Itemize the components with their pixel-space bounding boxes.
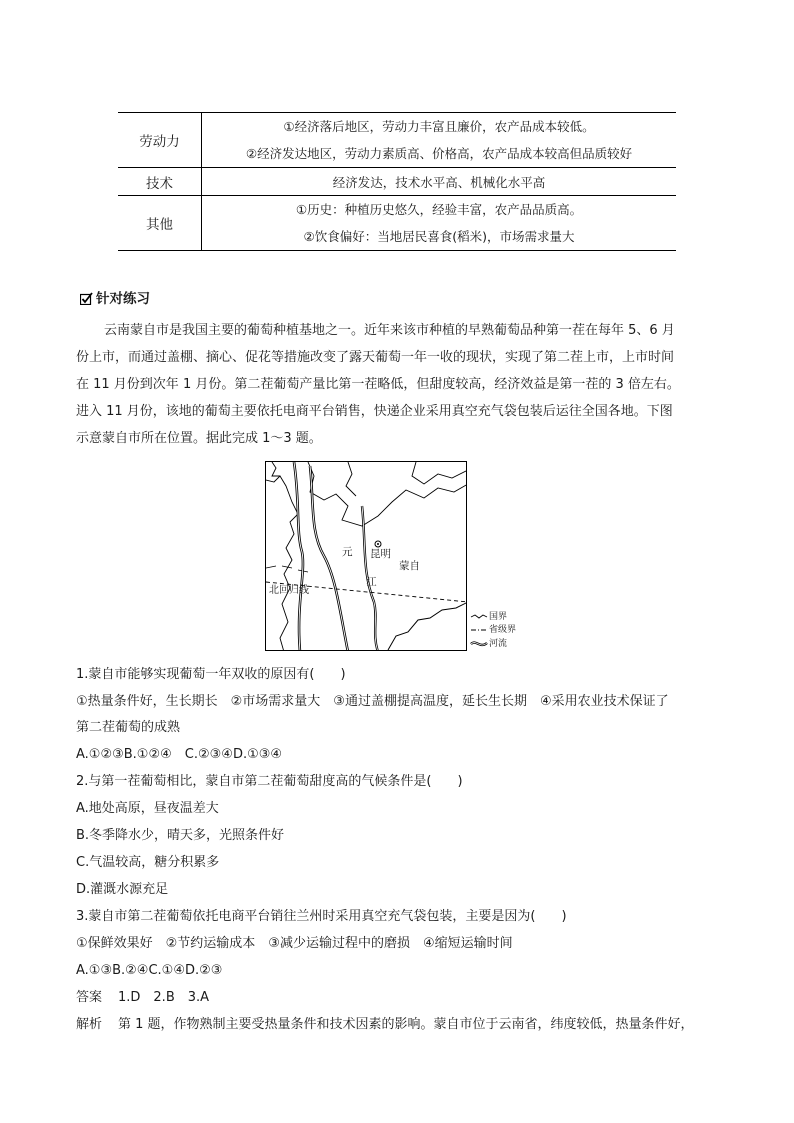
question-1-options: ①热量条件好，生长期长 ②市场需求量大 ③通过盖棚提高温度，延长生长期 ④采用农业技术保证了	[76, 694, 669, 709]
passage-line-2: 份上市，而通过盖棚、摘心、促花等措施改变了露天葡萄一年一收的现状，实现了第二茬上市，上市时间	[76, 350, 675, 365]
answer-text: 1.D 2.B 3.A	[118, 990, 210, 1005]
row-value-other	[202, 196, 677, 251]
row-value-labor	[202, 113, 677, 168]
passage-line-3: 在 11 月份到次年 1 月份。第二茬葡萄产量比第一茬略低，但甜度较高，经济效益是第一茬的 3 倍左右。	[76, 377, 680, 392]
legend-symbols	[470, 611, 490, 656]
map-drawing	[266, 462, 467, 651]
mengzi-label: 蒙自	[399, 560, 420, 572]
question-1-choices: A.①②③B.①②④ C.②③④D.①③④	[76, 747, 283, 762]
answer-label: 答案	[76, 990, 103, 1005]
question-2-choice-c: C.气温较高，糖分积累多	[76, 855, 220, 870]
jiang-label: 江	[366, 576, 377, 588]
question-3: 3.蒙自市第二茬葡萄依托电商平台销往兰州时采用真空充气袋包装，主要是因为( )	[76, 909, 567, 924]
other-line-1: ①历史：种植历史悠久，经验丰富，农产品品质高。	[295, 202, 583, 217]
question-2-choice-d: D.灌溉水源充足	[76, 882, 169, 897]
section-title: 针对练习	[96, 291, 150, 307]
factors-table	[118, 112, 676, 251]
question-3-choices: A.①③B.②④C.①④D.②③	[76, 963, 223, 978]
checkbox-icon	[80, 292, 93, 305]
kunming-label: 昆明	[370, 548, 391, 560]
row-label-labor: 劳动力	[118, 113, 202, 168]
other-line-2: ②饮食偏好：当地居民喜食(稻米)，市场需求量大	[303, 229, 575, 244]
row-label-tech: 技术	[118, 168, 202, 196]
question-2-choice-a: A.地处高原，昼夜温差大	[76, 801, 219, 816]
tropic-label: 北回归线	[269, 585, 309, 596]
question-3-options: ①保鲜效果好 ②节约运输成本 ③减少运输过程中的磨损 ④缩短运输时间	[76, 936, 513, 951]
passage-line-1: 云南蒙自市是我国主要的葡萄种植基地之一。近年来该市种植的早熟葡萄品种第一茬在每年 5、6 月	[104, 323, 675, 338]
row-value-tech: 经济发达，技术水平高、机械化水平高	[202, 168, 677, 196]
location-map	[265, 461, 467, 651]
legend-river: 河流	[489, 639, 508, 649]
map-legend	[470, 611, 560, 656]
analysis-label: 解析	[76, 1017, 103, 1032]
passage-line-4: 进入 11 月份，该地的葡萄主要依托电商平台销售，快递企业采用真空充气袋包装后运往全国各地。下图	[76, 404, 673, 419]
question-2-choice-b: B.冬季降水少，晴天多，光照条件好	[76, 828, 285, 843]
legend-provincial-border: 省级界	[489, 625, 517, 635]
legend-national-border: 国界	[489, 612, 508, 622]
labor-line-1: ①经济落后地区，劳动力丰富且廉价，农产品成本较低。	[283, 119, 595, 134]
analysis-text: 第 1 题，作物熟制主要受热量条件和技术因素的影响。蒙自市位于云南省，纬度较低，热量条件好，	[118, 1017, 694, 1032]
passage-line-5: 示意蒙自市所在位置。据此完成 1～3 题。	[76, 431, 322, 446]
question-1-options-cont: 第二茬葡萄的成熟	[76, 720, 181, 735]
question-2: 2.与第一茬葡萄相比，蒙自市第二茬葡萄甜度高的气候条件是( )	[76, 774, 463, 789]
labor-line-2: ②经济发达地区，劳动力素质高、价格高，农产品成本较高但品质较好	[245, 146, 633, 161]
question-1: 1.蒙自市能够实现葡萄一年双收的原因有( )	[76, 667, 346, 682]
yuan-label: 元	[342, 546, 353, 558]
row-label-other: 其他	[118, 196, 202, 251]
